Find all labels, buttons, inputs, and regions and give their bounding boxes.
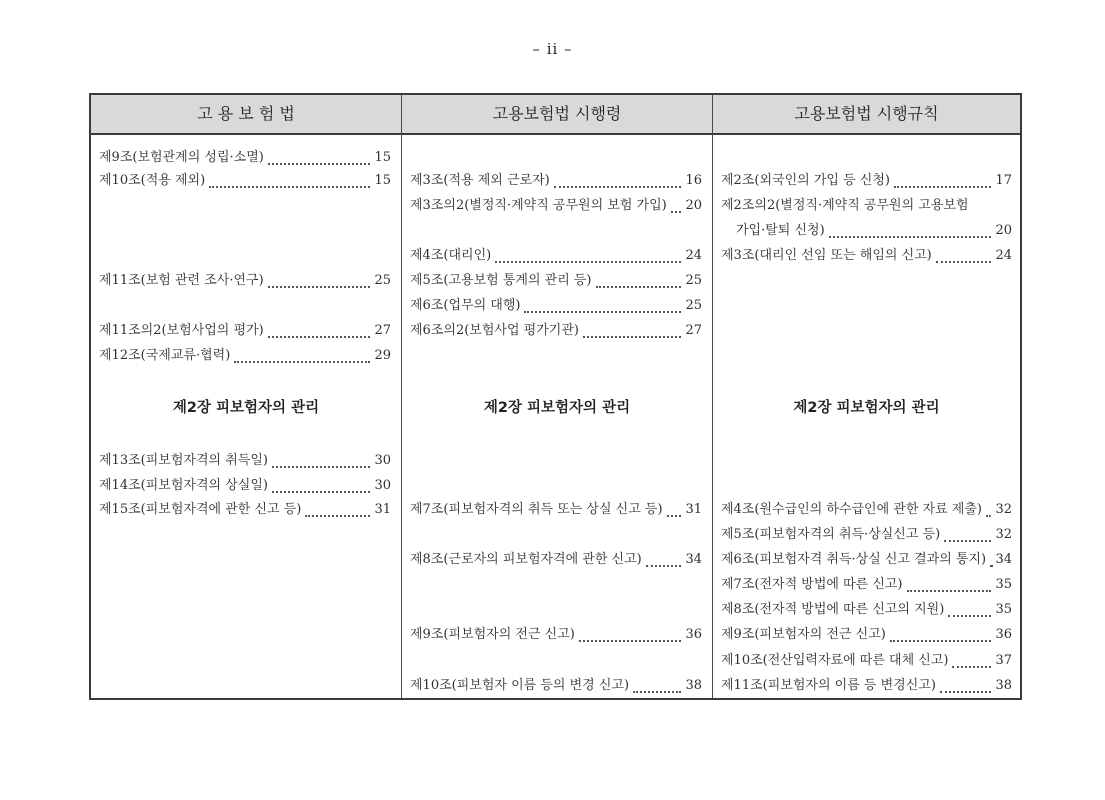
dot-leader (209, 166, 370, 188)
toc-entry-title: 제8조(근로자의 피보험자격에 관한 신고) (410, 552, 642, 567)
dot-leader (936, 241, 992, 263)
toc-entry-title: 제11조(피보험자의 이름 등 변경신고) (721, 678, 936, 693)
dot-leader (990, 545, 991, 567)
toc-entry-title: 제10조(적용 제외) (99, 173, 206, 188)
toc-entry-title: 제7조(피보험자격의 취득 또는 상실 신고 등) (410, 502, 663, 517)
toc-entry[interactable] (410, 549, 702, 571)
toc-entry-page: 36 (685, 627, 702, 642)
dot-leader (948, 595, 991, 617)
toc-entry[interactable] (99, 450, 391, 472)
toc-entry-page: 31 (685, 502, 702, 517)
toc-entry-title: 제10조(피보험자 이름 등의 변경 신고) (410, 678, 630, 693)
toc-entry[interactable] (99, 270, 391, 292)
toc-entry[interactable] (410, 195, 702, 217)
toc-entry-page: 32 (995, 502, 1012, 517)
toc-entry-page: 37 (995, 653, 1012, 668)
toc-entry-page: 20 (995, 223, 1012, 238)
toc-entry[interactable] (721, 675, 1012, 697)
dot-leader (268, 143, 371, 165)
dot-leader (272, 471, 370, 493)
chapter-title: 제2장 피보험자의 관리 (793, 400, 940, 416)
toc-entry-page: 38 (685, 678, 702, 693)
toc-entry-title: 제4조(원수급인의 하수급인에 관한 자료 제출) (721, 502, 982, 517)
column-header-decree: 고용보험법 시행령 (492, 104, 622, 123)
dot-leader (268, 316, 371, 338)
dot-leader (646, 545, 682, 567)
toc-entry[interactable] (99, 170, 391, 192)
toc-entry[interactable] (99, 345, 391, 367)
toc-entry-title: 제14조(피보험자격의 상실일) (99, 478, 268, 493)
toc-table (89, 93, 1022, 700)
toc-entry-page: 17 (995, 173, 1012, 188)
toc-entry[interactable] (721, 549, 1012, 571)
toc-entry-page: 29 (374, 348, 391, 363)
toc-entry[interactable] (410, 499, 702, 521)
column-header-rule: 고용보험법 시행규칙 (794, 104, 939, 123)
toc-entry-title: 제3조(대리인 선임 또는 해임의 신고) (721, 248, 932, 263)
dot-leader (940, 671, 992, 693)
toc-entry-page: 30 (374, 478, 391, 493)
toc-entry[interactable] (410, 170, 702, 192)
dot-leader (944, 520, 991, 542)
dot-leader (894, 166, 992, 188)
toc-entry[interactable] (721, 245, 1012, 267)
column-header-law: 고 용 보 험 법 (197, 104, 295, 123)
dot-leader (671, 191, 682, 213)
toc-entry-page: 35 (995, 602, 1012, 617)
toc-entry-title: 제7조(전자적 방법에 따른 신고) (721, 577, 903, 592)
toc-entry-page: 32 (995, 527, 1012, 542)
dot-leader (305, 495, 370, 517)
toc-entry[interactable] (410, 320, 702, 342)
toc-entry[interactable] (721, 170, 1012, 192)
toc-entry[interactable] (736, 220, 1012, 242)
toc-entry[interactable] (721, 574, 1012, 596)
toc-entry-page: 20 (685, 198, 702, 213)
dot-leader (579, 620, 682, 642)
toc-entry-page: 15 (374, 150, 391, 165)
toc-entry-title: 제3조의2(별정직·계약직 공무원의 보험 가입) (410, 198, 667, 213)
toc-entry-page: 27 (685, 323, 702, 338)
toc-entry-page: 27 (374, 323, 391, 338)
dot-leader (890, 620, 992, 642)
toc-entry[interactable] (410, 245, 702, 267)
toc-entry[interactable] (721, 499, 1012, 521)
toc-entry-page: 25 (685, 298, 702, 313)
page-number: – ii – (532, 40, 573, 58)
toc-entry-page: 35 (995, 577, 1012, 592)
toc-entry-title-line: 제2조의2(별정직·계약직 공무원의 고용보험 (721, 198, 969, 213)
toc-entry-title: 제12조(국제교류·협력) (99, 348, 231, 363)
toc-entry-title: 가입·탈퇴 신청) (736, 223, 825, 238)
toc-entry-title: 제9조(보험관계의 성립·소멸) (99, 150, 264, 165)
toc-entry-title: 제6조의2(보험사업 평가기관) (410, 323, 579, 338)
toc-entry[interactable] (410, 675, 702, 697)
dot-leader (596, 266, 682, 288)
toc-entry-page: 16 (685, 173, 702, 188)
dot-leader (829, 216, 992, 238)
toc-entry-title: 제13조(피보험자격의 취득일) (99, 453, 268, 468)
toc-entry[interactable] (721, 650, 1012, 672)
toc-entry-page: 25 (374, 273, 391, 288)
dot-leader (234, 341, 370, 363)
dot-leader (268, 266, 371, 288)
toc-entry-title: 제11조의2(보험사업의 평가) (99, 323, 264, 338)
toc-entry-title: 제2조(외국인의 가입 등 신청) (721, 173, 890, 188)
toc-entry[interactable] (99, 475, 391, 497)
dot-leader (583, 316, 681, 338)
dot-leader (952, 646, 991, 668)
dot-leader (554, 166, 682, 188)
toc-entry-page: 15 (374, 173, 391, 188)
dot-leader (907, 570, 992, 592)
toc-entry[interactable] (721, 599, 1012, 621)
toc-entry-page: 36 (995, 627, 1012, 642)
toc-entry-page: 34 (995, 552, 1012, 567)
toc-entry-page: 31 (374, 502, 391, 517)
chapter-title: 제2장 피보험자의 관리 (483, 400, 631, 416)
toc-entry-page: 24 (995, 248, 1012, 263)
toc-entry[interactable] (99, 499, 391, 521)
dot-leader (667, 495, 682, 517)
toc-entry-title: 제9조(피보험자의 전근 신고) (410, 627, 575, 642)
dot-leader (495, 241, 681, 263)
toc-entry[interactable] (721, 524, 1012, 546)
toc-entry-page: 25 (685, 273, 702, 288)
toc-entry-page: 34 (685, 552, 702, 567)
toc-entry-title: 제10조(전산입력자료에 따른 대체 신고) (721, 653, 949, 668)
dot-leader (986, 495, 991, 517)
dot-leader (633, 671, 681, 693)
toc-entry-title: 제5조(피보험자격의 취득·상실신고 등) (721, 527, 941, 542)
toc-entry-title: 제6조(피보험자격 취득·상실 신고 결과의 통지) (721, 552, 987, 567)
toc-entry[interactable] (99, 320, 391, 342)
toc-entry[interactable] (410, 270, 702, 292)
toc-entry-title: 제3조(적용 제외 근로자) (410, 173, 550, 188)
toc-entry-title: 제5조(고용보험 통계의 관리 등) (410, 273, 592, 288)
dot-leader (524, 291, 681, 313)
toc-entry-title: 제4조(대리인) (410, 248, 492, 263)
toc-entry-title: 제6조(업무의 대행) (410, 298, 521, 313)
dot-leader (272, 446, 370, 468)
toc-entry-page: 38 (995, 678, 1012, 693)
toc-entry[interactable] (410, 295, 702, 317)
table-header-row (91, 95, 1020, 135)
toc-entry-title: 제11조(보험 관련 조사·연구) (99, 273, 264, 288)
toc-entry-page: 24 (685, 248, 702, 263)
toc-entry-title: 제15조(피보험자격에 관한 신고 등) (99, 502, 302, 517)
toc-entry-title: 제9조(피보험자의 전근 신고) (721, 627, 886, 642)
toc-entry[interactable] (721, 624, 1012, 646)
toc-entry-page: 30 (374, 453, 391, 468)
toc-entry[interactable] (410, 624, 702, 646)
toc-entry-title: 제8조(전자적 방법에 따른 신고의 지원) (721, 602, 945, 617)
chapter-title: 제2장 피보험자의 관리 (172, 400, 320, 416)
